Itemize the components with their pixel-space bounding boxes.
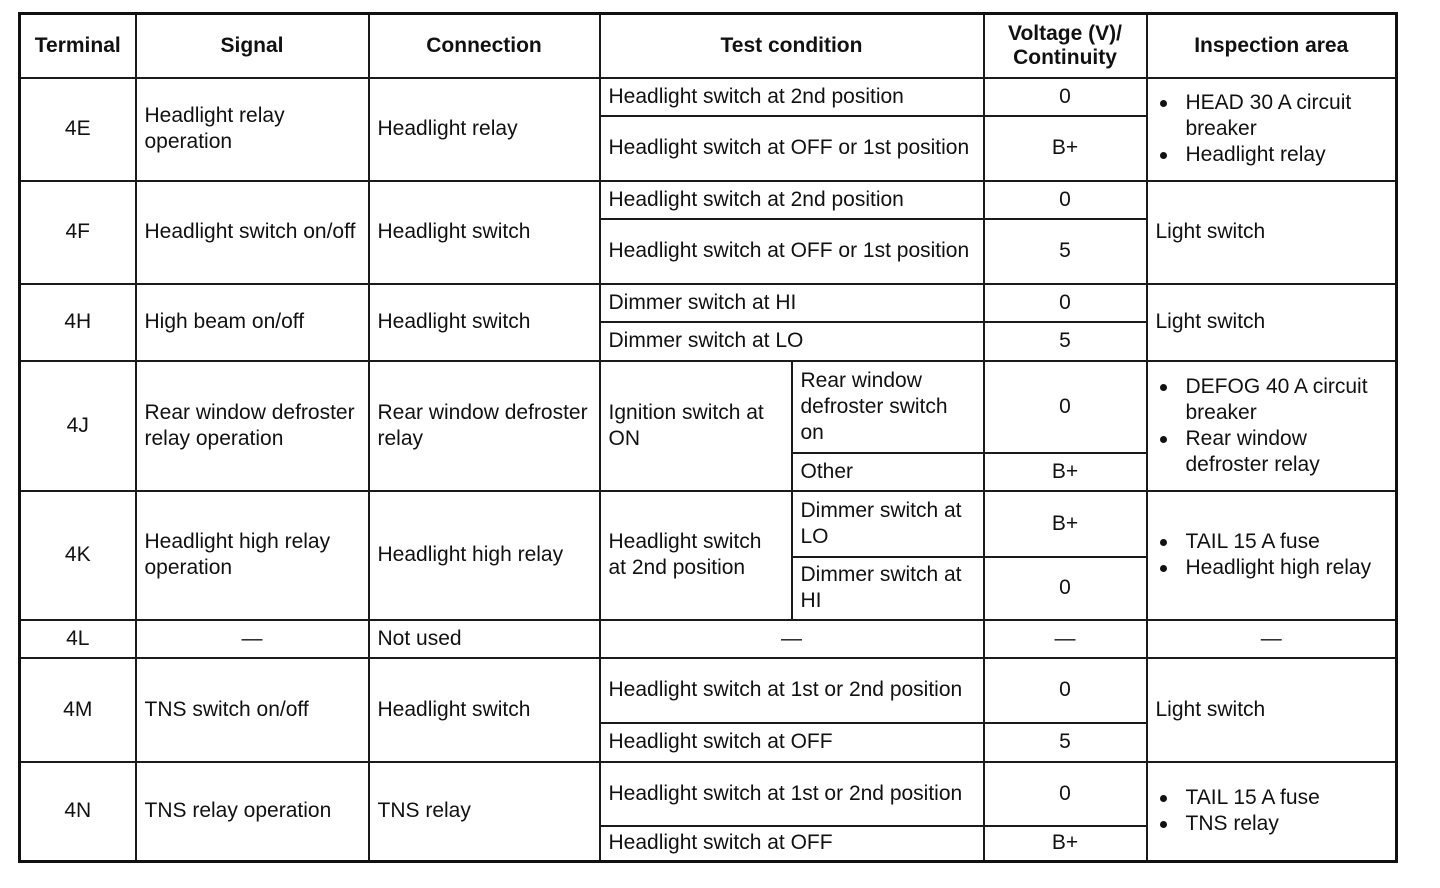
- terminal-cell: 4H: [20, 284, 136, 361]
- signal-cell: Rear window defroster relay operation: [136, 361, 369, 491]
- voltage-cell: B+: [984, 116, 1147, 181]
- voltage-cell: B+: [984, 826, 1147, 862]
- voltage-cell: B+: [984, 453, 1147, 491]
- list-item: TAIL 15 A fuse: [1156, 785, 1388, 811]
- connection-cell: Rear window defroster relay: [369, 361, 600, 491]
- header-inspection-area: Inspection area: [1147, 14, 1397, 78]
- terminal-cell: 4L: [20, 620, 136, 658]
- test-condition-cell: Headlight switch at 1st or 2nd position: [600, 658, 984, 723]
- test-subcondition-cell: Dimmer switch at LO: [792, 491, 984, 557]
- signal-cell: Headlight relay operation: [136, 78, 369, 181]
- voltage-cell: 5: [984, 322, 1147, 361]
- header-terminal: Terminal: [20, 14, 136, 78]
- header-test-condition: Test condition: [600, 14, 984, 78]
- voltage-cell: B+: [984, 491, 1147, 557]
- signal-cell: TNS relay operation: [136, 762, 369, 862]
- voltage-cell: 0: [984, 557, 1147, 620]
- test-condition-cell: Headlight switch at 1st or 2nd position: [600, 762, 984, 826]
- test-condition-cell: Headlight switch at OFF or 1st position: [600, 219, 984, 284]
- inspection-list: [1156, 529, 1388, 581]
- test-condition-cell: Headlight switch at OFF: [600, 723, 984, 762]
- header-connection: Connection: [369, 14, 600, 78]
- table-row: [20, 658, 1397, 723]
- voltage-cell: 0: [984, 762, 1147, 826]
- table-row: [20, 620, 1397, 658]
- terminal-cell: 4N: [20, 762, 136, 862]
- terminal-inspection-table: [18, 12, 1398, 863]
- terminal-cell: 4J: [20, 361, 136, 491]
- terminal-cell: 4K: [20, 491, 136, 620]
- connection-cell: Not used: [369, 620, 600, 658]
- table-row: [20, 181, 1397, 219]
- connection-cell: Headlight switch: [369, 284, 600, 361]
- signal-cell: TNS switch on/off: [136, 658, 369, 762]
- connection-cell: Headlight high relay: [369, 491, 600, 620]
- list-item: DEFOG 40 A circuit breaker: [1156, 374, 1388, 426]
- list-item: Headlight high relay: [1156, 555, 1388, 581]
- test-condition-cell: Headlight switch at 2nd position: [600, 78, 984, 116]
- list-item: HEAD 30 A circuit breaker: [1156, 90, 1388, 142]
- inspection-cell: Light switch: [1147, 658, 1397, 762]
- table-row: [20, 762, 1397, 826]
- test-condition-cell: —: [600, 620, 984, 658]
- list-item: TNS relay: [1156, 811, 1388, 837]
- header-voltage: Voltage (V)/ Continuity: [984, 14, 1147, 78]
- inspection-list: [1156, 90, 1388, 168]
- inspection-cell: [1147, 491, 1397, 620]
- list-item: TAIL 15 A fuse: [1156, 529, 1388, 555]
- inspection-cell: [1147, 78, 1397, 181]
- test-condition-cell: Dimmer switch at LO: [600, 322, 984, 361]
- signal-cell: Headlight switch on/off: [136, 181, 369, 284]
- inspection-list: [1156, 374, 1388, 478]
- header-signal: Signal: [136, 14, 369, 78]
- test-subcondition-cell: Dimmer switch at HI: [792, 557, 984, 620]
- connection-cell: Headlight relay: [369, 78, 600, 181]
- terminal-cell: 4F: [20, 181, 136, 284]
- voltage-cell: 0: [984, 658, 1147, 723]
- test-condition-cell: Headlight switch at 2nd position: [600, 491, 792, 620]
- test-condition-cell: Ignition switch at ON: [600, 361, 792, 491]
- signal-cell: —: [136, 620, 369, 658]
- table-row: [20, 284, 1397, 322]
- voltage-cell: 0: [984, 78, 1147, 116]
- voltage-cell: —: [984, 620, 1147, 658]
- voltage-cell: 0: [984, 361, 1147, 453]
- inspection-cell: Light switch: [1147, 284, 1397, 361]
- voltage-cell: 5: [984, 723, 1147, 762]
- test-condition-cell: Dimmer switch at HI: [600, 284, 984, 322]
- test-condition-cell: Headlight switch at 2nd position: [600, 181, 984, 219]
- inspection-cell: [1147, 762, 1397, 862]
- terminal-cell: 4M: [20, 658, 136, 762]
- signal-cell: Headlight high relay operation: [136, 491, 369, 620]
- voltage-cell: 0: [984, 181, 1147, 219]
- table-row: [20, 78, 1397, 116]
- inspection-cell: —: [1147, 620, 1397, 658]
- terminal-cell: 4E: [20, 78, 136, 181]
- test-subcondition-cell: Rear window defroster switch on: [792, 361, 984, 453]
- list-item: Headlight relay: [1156, 142, 1388, 168]
- connection-cell: Headlight switch: [369, 181, 600, 284]
- connection-cell: Headlight switch: [369, 658, 600, 762]
- signal-cell: High beam on/off: [136, 284, 369, 361]
- test-subcondition-cell: Other: [792, 453, 984, 491]
- inspection-cell: Light switch: [1147, 181, 1397, 284]
- table-row: [20, 361, 1397, 453]
- table-row: [20, 491, 1397, 557]
- voltage-cell: 5: [984, 219, 1147, 284]
- inspection-cell: [1147, 361, 1397, 491]
- header-row: [20, 14, 1397, 78]
- voltage-cell: 0: [984, 284, 1147, 322]
- test-condition-cell: Headlight switch at OFF or 1st position: [600, 116, 984, 181]
- inspection-list: [1156, 785, 1388, 837]
- test-condition-cell: Headlight switch at OFF: [600, 826, 984, 862]
- list-item: Rear window defroster relay: [1156, 426, 1388, 478]
- connection-cell: TNS relay: [369, 762, 600, 862]
